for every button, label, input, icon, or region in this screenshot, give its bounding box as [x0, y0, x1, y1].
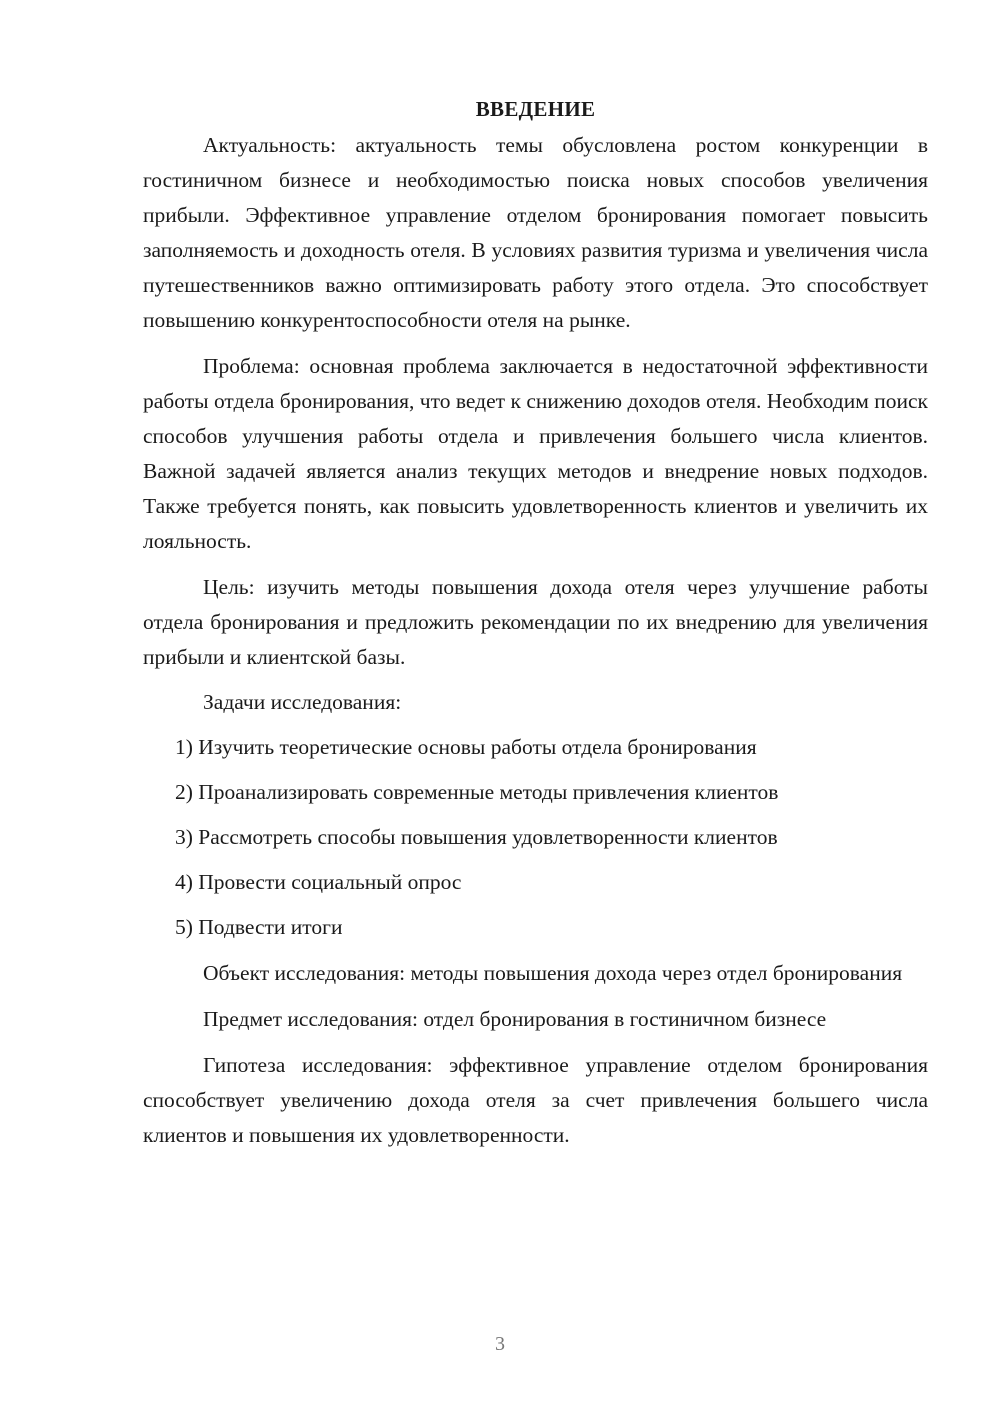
page-number: 3 — [495, 1333, 505, 1355]
task-item: 5) Подвести итоги — [175, 915, 343, 939]
problem-paragraph: Проблема: основная проблема заключается в недостаточной эффективности работы отдела бронирования, что ведет к снижению доходов отеля. Необходим поиск способов улучшения работы отдела и привлечения большего числа клиентов. Важной задачей является анализ текущих методов и внедрение новых подходов. Также требуется понять, как повысить удовлетворенность клиентов и увеличить их лояльность. — [143, 354, 928, 553]
tasks-heading: Задачи исследования: — [203, 690, 402, 714]
task-item: 3) Рассмотреть способы повышения удовлетворенности клиентов — [175, 825, 778, 849]
task-item: 2) Проанализировать современные методы привлечения клиентов — [175, 780, 779, 804]
task-item: 1) Изучить теоретические основы работы отдела бронирования — [175, 735, 757, 759]
hypothesis-paragraph: Гипотеза исследования: эффективное управление отделом бронирования способствует увеличению дохода отеля за счет привлечения большего числа клиентов и повышения их удовлетворенности. — [143, 1053, 928, 1147]
subject-paragraph: Предмет исследования: отдел бронирования в гостиничном бизнесе — [203, 1007, 827, 1031]
goal-paragraph: Цель: изучить методы повышения дохода отеля через улучшение работы отдела бронирования и предложить рекомендации по их внедрению для увеличения прибыли и клиентской базы. — [143, 575, 928, 669]
document-page — [143, 92, 928, 1153]
relevance-paragraph: Актуальность: актуальность темы обусловлена ростом конкуренции в гостиничном бизнесе и необходимостью поиска новых способов увеличения прибыли. Эффективное управление отделом бронирования помогает повысить заполняемость и доходность отеля. В условиях развития туризма и увеличения числа путешественников важно оптимизировать работу этого отдела. Это способствует повышению конкурентоспособности отеля на рынке. — [143, 133, 928, 332]
document-title: ВВЕДЕНИЕ — [475, 97, 596, 121]
task-item: 4) Провести социальный опрос — [175, 870, 462, 894]
tasks-list — [143, 730, 928, 945]
object-paragraph: Объект исследования: методы повышения дохода через отдел бронирования — [203, 961, 903, 985]
